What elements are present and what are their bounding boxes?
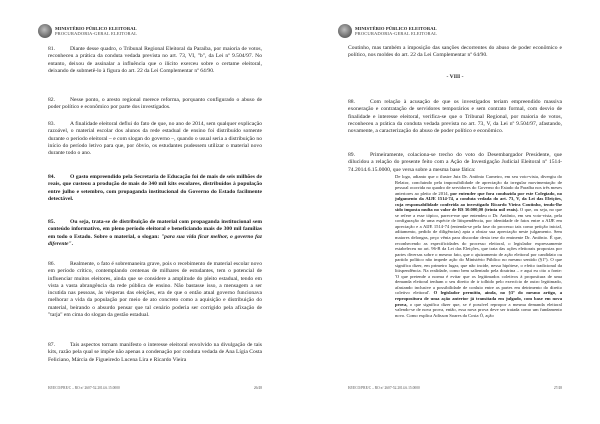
paragraph-text: Ou seja, trata-se de distribuição de material com propaganda institucional sem conteúdo informativo, em pleno período eleitoral e beneficiando mais de 300 mil famílias em todo o Estado. Sobre o material, o slogan: <box>48 219 262 240</box>
paragraph-text: Realmente, o fato é sobremaneira grave, pois o recebimento de material escolar novo em período crítico, contemplando centenas de milhares de estudantes, tem o potencial de influenciar muitos eleitores, ainda que se considere a amplitude do pleito estadual, tendo em vista a vasta abrangência da rede pública de ensino. Não bastasse isso, a mensagem a ser incutida nas pessoas, às vésperas das eleições, era de que o então atual governo funcionava melhorar a vida da população por meio de ato concreto como a aquisição e distribuição do material, beirando o absurdo pensar que tal cenário poderia ser corrigido pela afixação de "tarja" em cima do slogan da gestão estadual. <box>48 261 262 318</box>
page-header <box>55 26 137 36</box>
quote-text: De logo, adianto que o ilustre Juiz Dr. Antônio Carneiro, em seu voto-vista, divergiu do Relator, concluindo pela impossibilidade de apreciação da irregular movimentação de pessoal ocorrida no quadro de servidores do Governo do Estado da Paraíba nos três meses anteriores ao pleito de 2014, <box>395 174 562 196</box>
org-name: MINISTÉRIO PÚBLICO ELEITORAL <box>55 26 137 31</box>
paragraph-83 <box>48 121 262 157</box>
paragraph-text: Primeiramente, colaciona-se trecho do voto do Desembargador Presidente, que dilucidou a relação do presente feito com a Ação de Investigação Judicial Eleitoral nº 1514-74.2014.6.15.0000, que versa sobre a mesma base fática: <box>348 152 562 173</box>
paragraph-text: Com relação à acusação de que os investigados teriam empreendido massiva exoneração e contratação de servidores temporários e sem contrato formal, com desvio de finalidade e interesse eleitoral, verifica-se que o Tribunal Regional, por maioria de votos, reconheceu a prática da conduta vedada prevista no art. 73, V, da Lei nº 9.504/97, afastando, novamente, a caracterização do abuso de poder político e econômico. <box>348 99 562 134</box>
paragraph-number: 85. <box>48 219 55 225</box>
paragraph-number: 87. <box>48 342 55 348</box>
quote-text: o que significa dizer que, se é possível repropor a mesma demanda eleitoral valendo-se de nova prova, então, essa nova prova deve ser tratada como um fundamento novo. Como explica Adisson Soares da Costa Ó, ação <box>395 301 562 318</box>
page-footer <box>48 386 262 390</box>
paragraph-85 <box>48 219 262 248</box>
paragraph-89 <box>348 152 562 174</box>
paragraph-81 <box>48 46 262 75</box>
quote-text-bold: por entender que fora conduzida por este Colegiado, no julgamento da AIJE 1514-74, a conduta vedada do art. 73, V, da Lei das Eleições, cuja responsabilidade conferida ao investigado Ricardo Vieira Coutinho, tendo-lhe sido imposta multa no valor de R$ 30.000,00 (trinta mil reais). <box>395 190 562 213</box>
case-reference: HJ/ECO/PRE/C – RO nº 2607-52.2014.6.15.0000 <box>348 386 420 390</box>
paragraph-number: 88. <box>348 99 355 105</box>
coat-of-arms-logo <box>38 24 52 38</box>
paragraph-text: Tais aspectos tornam manifesto o interesse eleitoral envolvido na divulgação de tais kits, razão pela qual se impõe não apenas a condenação por conduta vedada de Ana Lígia Costa Feliciano, Márcia de Figueiredo Lucena Lira e Ricardo Vieira <box>48 342 262 363</box>
case-reference: HJ/ECO/PRE/C – RO nº 2607-52.2014.6.15.0000 <box>48 386 120 390</box>
paragraph-number: 89. <box>348 152 355 158</box>
paragraph-87 <box>48 342 262 364</box>
coat-of-arms-logo <box>338 24 352 38</box>
paragraph-number: 83. <box>48 121 55 127</box>
paragraph-end: . <box>71 240 74 247</box>
org-name: MINISTÉRIO PÚBLICO ELEITORAL <box>355 26 437 31</box>
paragraph-86 <box>48 261 262 319</box>
paragraph-82 <box>48 97 262 112</box>
slogan-quote: "para sua vida ficar melhor, o governo faz diferente" <box>48 233 263 247</box>
paragraph-84 <box>48 174 262 203</box>
paragraph-number: 86. <box>48 261 55 267</box>
section-heading: - VIII - <box>446 74 464 80</box>
paragraph-number: 82. <box>48 97 55 103</box>
paragraph-text: Diante desse quadro, o Tribunal Regional Eleitoral da Paraíba, por maioria de votos, reconheceu a prática da conduta vedada prevista no art. 73, VI, "b", da Lei nº 9.504/97. No entanto, deixou de assinalar a influência que o ilícito exerceu sobre o certame eleitoral, deixando de submetê-lo à figura do art. 22 da Lei Complementar nº 64/90. <box>48 46 262 74</box>
paragraph-text: A finalidade eleitoral deflui do fato de que, no ano de 2014, sem qualquer explicação razoável, o material escolar dos alunos da rede estadual de ensino foi distribuído somente durante o período eleitoral – e com slogan do governo –, quando o usual seria a distribuição no início do período letivo para que, por óbvio, os estudantes pudessem utilizar o material novo durante todo o ano. <box>48 121 262 156</box>
paragraph-number: 84. <box>48 174 55 180</box>
page-number: 26/48 <box>253 386 262 390</box>
page-header <box>355 26 437 36</box>
paragraph-88 <box>348 99 562 135</box>
block-quote <box>395 174 562 318</box>
quote-text: O que, ou seja, no que se refere a esse tópico, parece-me que entendeu o Dr. Antônio, em seu voto-vista, pela configuração de uma espécie de litispendência, por identidade de fatos entre a AIJE em apreciação e a AIJE 1514-74 (entenda-se pela fase do processo tais como petição inicial, aditamento, pedido de diligências) apta a obstar sua apreciação neste julgamento. Sem maiores delongas, peço vênia para discordar desta tese do eminente Dr. Antônio. É que, reconhecendo as especificidades do processo eleitoral, o legislador expressamente estabeleceu no art. 96-B da Lei das Eleições, que trata das ações eleitorais propostas por partes diversas sobre o mesmo fato, que o ajuizamento de ação eleitoral por candidato ou partido político não impede ação do Ministério Público no mesmo sentido (§1º). O que significa dizer, em primeiro lugar, que não incide, nessa hipótese, o efeito tradicional da litispendência. Na realidade, como bem salientado pela doutrina – e aqui eu cito a fonte: 'O que pretende a norma é evitar que os legitimados coletivos à propositura de uma demanda eleitoral tenham o seu direito de ir tolhido pelo exercício de outro legitimado, afastando inclusive a possibilidade de conluio entre as partes em detrimento do direito coletivo eleitoral'. <box>395 207 562 296</box>
page-number: 27/48 <box>553 386 562 390</box>
right-page <box>300 0 600 424</box>
page-footer <box>348 386 562 390</box>
continuation-paragraph: Coutinho, mas também a imposição das sanções decorrentes do abuso de poder econômico e político, nos moldes do art. 22 da Lei Complementar nº 64/90. <box>348 45 562 59</box>
paragraph-text: O gasto empreendido pela Secretaria de Educação foi de mais de seis milhões de reais, que custeou a produção de mais de 340 mil kits escolares, distribuídos à população entre julho e setembro, com propaganda institucional do Governo do Estado facilmente detectável. <box>48 174 262 202</box>
office-name: PROCURADORIA-GERAL ELEITORAL <box>55 31 138 37</box>
quote-text-bold: O legislador permitiu, ainda, no §3º do mesmo artigo, a repropositura de uma ação anterior já transitada em julgado, com base em nova prova, <box>395 290 562 307</box>
paragraph-text: Nesse ponto, o aresto regional merece reforma, porquanto configurado o abuso de poder político e econômico por parte dos investigados. <box>48 97 262 111</box>
office-name: PROCURADORIA-GERAL ELEITORAL <box>355 31 438 37</box>
paragraph-number: 81. <box>48 46 55 52</box>
